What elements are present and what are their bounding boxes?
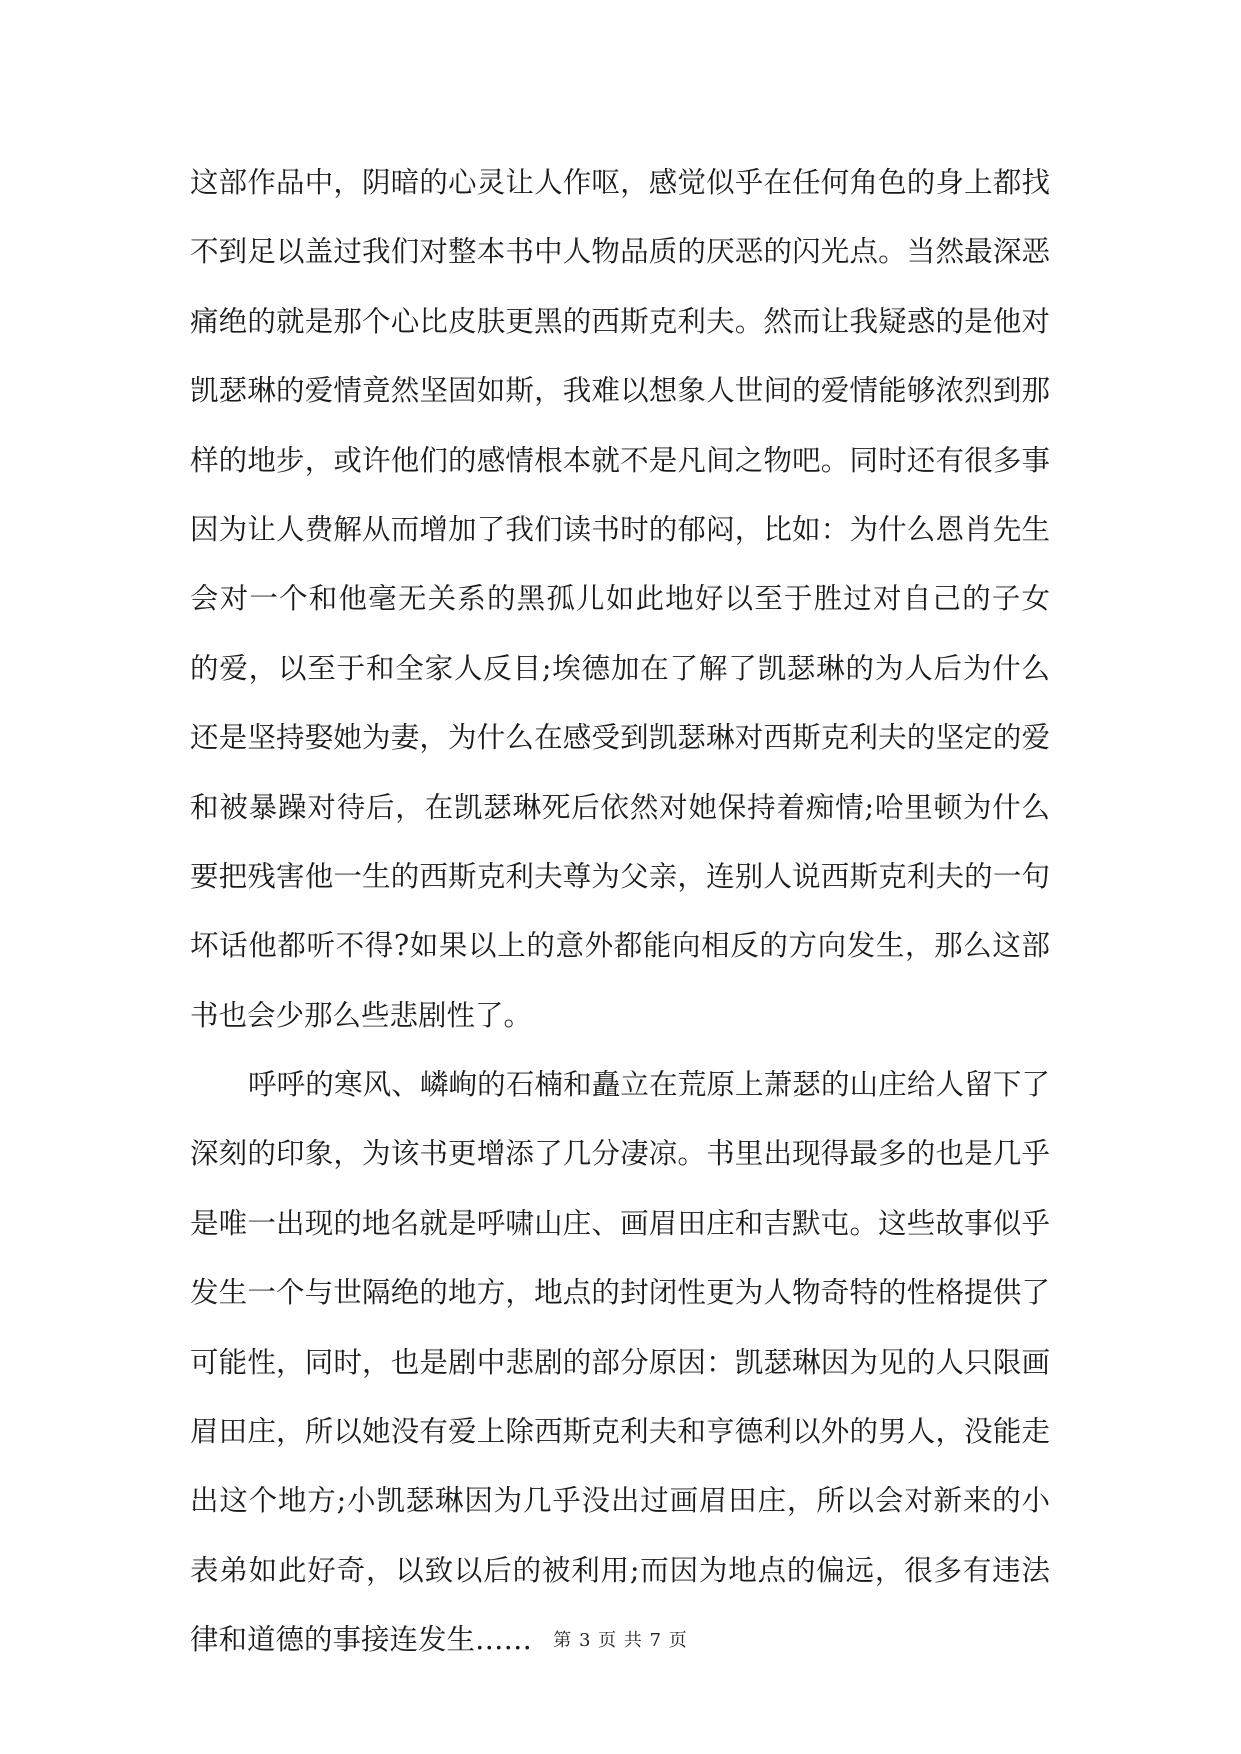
text-line: 书也会少那么些悲剧性了。 (190, 998, 533, 1032)
text-line: 会对一个和他毫无关系的黑孤儿如此地好以至于胜过对自己的子女 (190, 582, 1050, 616)
text-line: 因为让人费解从而增加了我们读书时的郁闷，比如：为什么恩肖先生 (190, 512, 1050, 546)
paragraph (190, 1050, 1050, 1675)
text-line: 不到足以盖过我们对整本书中人物品质的厌恶的闪光点。当然最深恶 (190, 235, 1050, 269)
text-line: 要把残害他一生的西斯克利夫尊为父亲，连别人说西斯克利夫的一句 (190, 859, 1050, 893)
text-line: 这部作品中，阴暗的心灵让人作呕，感觉似乎在任何角色的身上都找 (190, 166, 1050, 199)
text-line: 的爱，以至于和全家人反目;埃德加在了解了凯瑟琳的为人后为什么 (190, 651, 1050, 685)
text-line: 律和道德的事接连发生…… (190, 1623, 533, 1657)
page-number-footer: 第 3 页 共 7 页 (553, 1630, 688, 1651)
text-line: 呼呼的寒风、嶙峋的石楠和矗立在荒原上萧瑟的山庄给人留下了 (248, 1068, 1050, 1102)
text-line: 是唯一出现的地名就是呼啸山庄、画眉田庄和吉默屯。这些故事似乎 (190, 1206, 1050, 1240)
paragraph (190, 148, 1050, 1050)
text-line: 坏话他都听不得?如果以上的意外都能向相反的方向发生，那么这部 (190, 929, 1050, 963)
text-line: 出这个地方;小凯瑟琳因为几乎没出过画眉田庄，所以会对新来的小 (190, 1484, 1050, 1518)
text-line: 凯瑟琳的爱情竟然坚固如斯，我难以想象人世间的爱情能够浓烈到那 (190, 374, 1050, 408)
text-line: 眉田庄，所以她没有爱上除西斯克利夫和亨德利以外的男人，没能走 (190, 1415, 1050, 1449)
text-line: 深刻的印象，为该书更增添了几分凄凉。书里出现得最多的也是几乎 (190, 1137, 1050, 1171)
text-line: 和被暴躁对待后，在凯瑟琳死后依然对她保持着痴情;哈里顿为什么 (190, 790, 1050, 824)
text-line: 痛绝的就是那个心比皮肤更黑的西斯克利夫。然而让我疑惑的是他对 (190, 304, 1050, 338)
text-line: 表弟如此好奇，以致以后的被利用;而因为地点的偏远，很多有违法 (190, 1553, 1050, 1587)
text-line: 还是坚持娶她为妻，为什么在感受到凯瑟琳对西斯克利夫的坚定的爱 (190, 721, 1050, 755)
body-text (190, 148, 1050, 1675)
text-line: 可能性，同时，也是剧中悲剧的部分原因：凯瑟琳因为见的人只限画 (190, 1345, 1050, 1379)
text-line: 发生一个与世隔绝的地方，地点的封闭性更为人物奇特的性格提供了 (190, 1276, 1050, 1310)
text-line: 样的地步，或许他们的感情根本就不是凡间之物吧。同时还有很多事 (190, 443, 1050, 477)
